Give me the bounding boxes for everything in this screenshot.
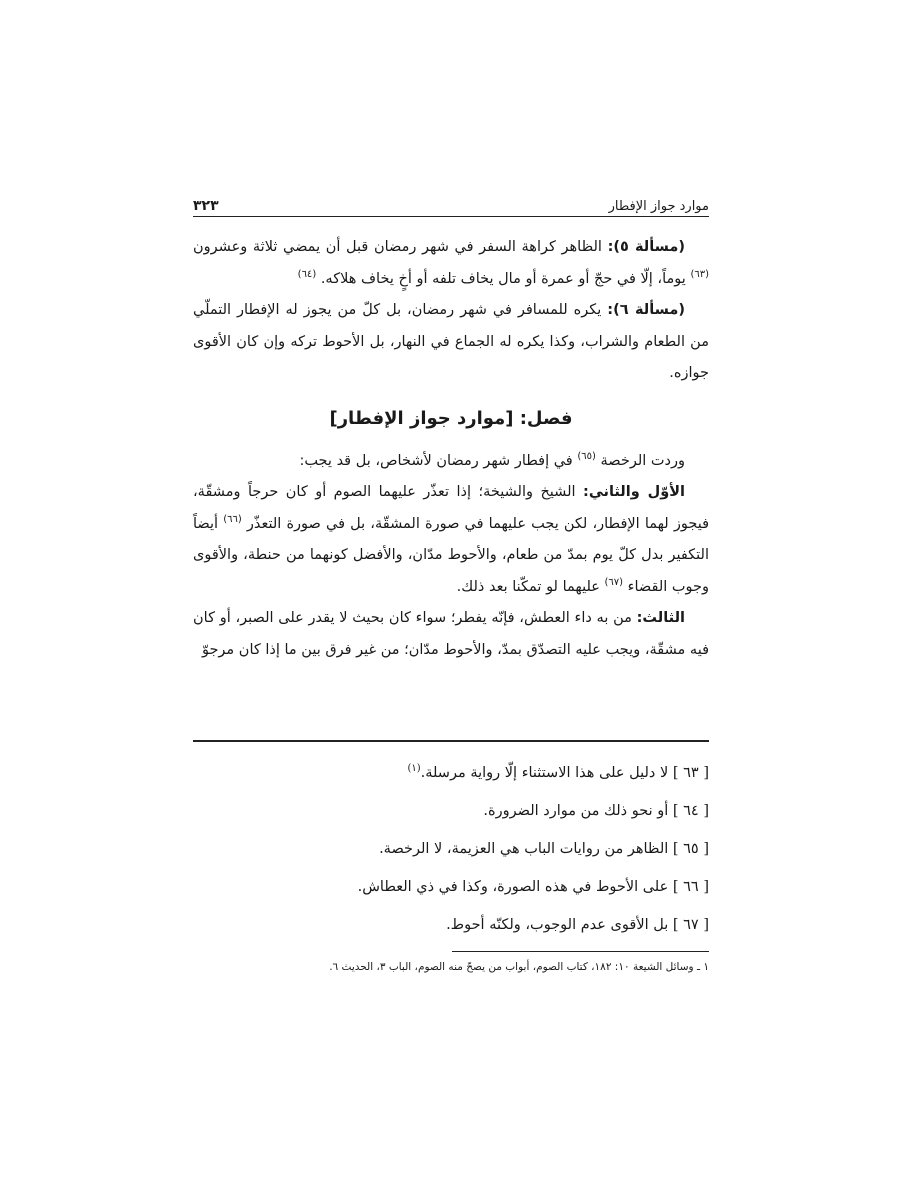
intro-text-b: في إفطار شهر رمضان لأشخاص، بل قد يجب: xyxy=(299,452,578,469)
note-ref-63[interactable]: (٦٣) xyxy=(690,268,709,280)
paragraph-first-second xyxy=(193,477,709,603)
masala-6-label: (مسألة ٦): xyxy=(607,302,685,318)
paragraph-intro xyxy=(193,446,709,478)
note-67: [ ٦٧ ] بل الأقوى عدم الوجوب، ولكنّه أحوط. xyxy=(446,917,709,933)
masala-5-text-2: يوماً، إلّا في حجّ أو عمرة أو مال يخاف تلفه أو أخٍ يخاف هلاكه. xyxy=(316,270,691,287)
third-text: من به داء العطش، فإنّه يفطر؛ سواء كان بحيث لا يقدر على الصبر، أو كان فيه مشقّة، ويجب عليه التصدّق بمدّ، والأحوط مدّان؛ من غير فرق بين ما إذا كان مرجوّ xyxy=(193,610,709,658)
note-ref-65[interactable]: (٦٥) xyxy=(577,450,596,462)
notes-divider xyxy=(193,740,709,742)
masala-5-text: الظاهر كراهة السفر في شهر رمضان قبل أن يمضي ثلاثة وعشرون xyxy=(193,239,608,255)
first-second-text-b: أيضاً التكفير بدل كلّ يوم بمدّ من طعام، والأحوط مدّان، والأفضل كونهما من حنطة، والأقوى وجوب القضاء xyxy=(193,515,709,595)
paragraph-masala-5 xyxy=(193,232,709,295)
note-ref-67[interactable]: (٦٧) xyxy=(604,576,624,588)
intro-text-a: وردت الرخصة xyxy=(595,452,685,469)
footnote: ١ ـ وسائل الشيعة ١٠: ١٨٢، كتاب الصوم، أبواب من يصحّ منه الصوم، الباب ٣، الحديث ٦. xyxy=(329,961,709,973)
note-ref-66[interactable]: (٦٦) xyxy=(223,513,242,525)
first-second-text-a: الشيخ والشيخة؛ إذا تعذّر عليهما الصوم أو كان حرجاً ومشقّة، فيجوز لهما الإفطار، لكن يجب عليهما في صورة المشقّة، بل في صورة التعذّر xyxy=(193,484,710,532)
commentary-notes xyxy=(193,754,709,944)
footnote-divider xyxy=(452,951,709,952)
masala-6-text: يكره للمسافر في شهر رمضان، بل كلّ من يجوز له الإفطار التملّي من الطعام والشراب، وكذا يكره له الجماع في النهار، بل الأحوط تركه وإن كان الأقوى جوازه. xyxy=(193,302,709,381)
section-heading: فصل: [موارد جواز الإفطار] xyxy=(329,407,573,429)
note-65: [ ٦٥ ] الظاهر من روايات الباب هي العزيمة، لا الرخصة. xyxy=(379,841,709,857)
paragraph-masala-6 xyxy=(193,295,709,390)
masala-5-label: (مسألة ٥): xyxy=(607,239,685,255)
first-second-text-c: عليهما لو تمكّنا بعد ذلك. xyxy=(456,578,605,595)
footnote-ref-1[interactable]: (١) xyxy=(407,763,421,774)
third-label: الثالث: xyxy=(636,610,685,626)
note-66: [ ٦٦ ] على الأحوط في هذه الصورة، وكذا في ذي العطاش. xyxy=(357,879,709,895)
note-ref-64[interactable]: (٦٤) xyxy=(297,268,317,280)
paragraph-third xyxy=(193,603,709,666)
running-header xyxy=(193,186,709,217)
first-second-label: الأوّل والثاني: xyxy=(583,484,685,500)
note-64: [ ٦٤ ] أو نحو ذلك من موارد الضرورة. xyxy=(483,803,709,819)
main-text xyxy=(193,232,709,666)
running-title: موارد جواز الإفطار xyxy=(608,199,709,214)
page-number: ٣٢٣ xyxy=(193,198,219,214)
note-63: [ ٦٣ ] لا دليل على هذا الاستثناء إلّا رواية مرسلة.$^{(١)}$ xyxy=(407,763,709,781)
